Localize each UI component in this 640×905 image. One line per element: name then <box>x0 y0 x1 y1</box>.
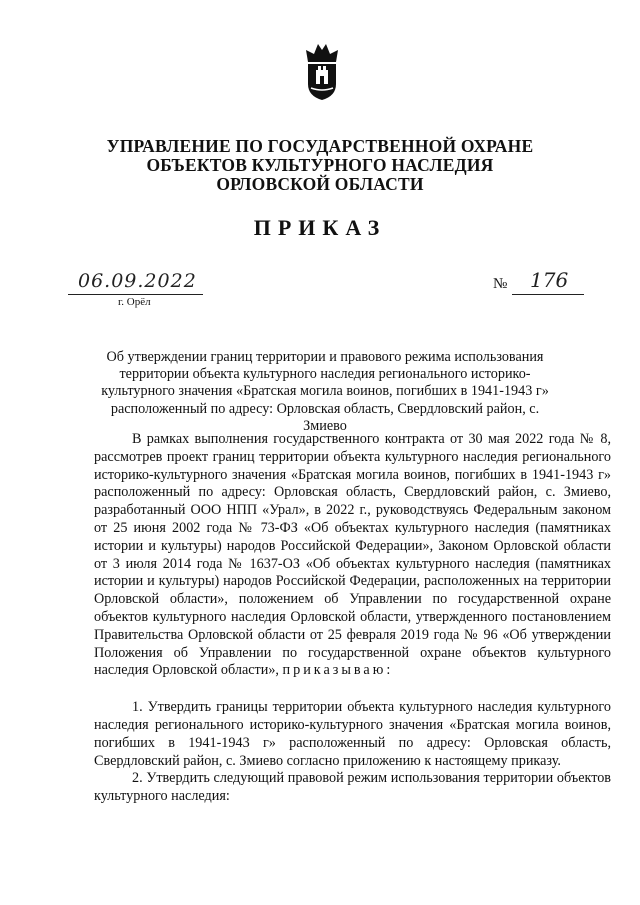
order-item-2: 2. Утвердить следующий правовой режим использования территории объектов культурного наследия: <box>94 770 611 805</box>
order-item-1: 1. Утвердить границы территории объекта культурного наследия культурного наследия регионального историко-культурного значения «Братская могила воинов, погибших в 1941-1943 г» расположенный по адресу: Орловская область, Свердловский район, с. Змиево согласно приложению к настоящему приказу. <box>94 699 611 769</box>
org-line-3: ОРЛОВСКОЙ ОБЛАСТИ <box>216 174 424 194</box>
city-label: г. Орёл <box>118 296 151 308</box>
preamble-text: В рамках выполнения государственного контракта от 30 мая 2022 года № 8, рассмотрев проект границ территории объекта культурного наследия регионального историко-культурного значения «Братская могила воинов, погибших в 1941-1943 г» расположенный по адресу: Орловская область, Свердловский район, с. Змиево, разработанный ООО НПП «Урал», в 2022 г., руководствуясь Федеральным законом от 25 июня 2002 года № 73-ФЗ «Об объектах культурного наследия (памятниках истории и культуры) народов Российской Федерации», Законом Орловской области от 3 июля 2014 года № 1637-ОЗ «Об объектах культурного наследия (памятниках истории и культуры) народов Российской Федерации, расположенных на территории Орловской области», положением об Управлении по государственной охране объектов культурного наследия Орловской области, утвержденного постановлением Правительства Орловской области от 25 февраля 2019 года № 96 «Об утверждении Положения об Управлении по государственной охране объектов культурного наследия Орловской области», <box>94 431 611 679</box>
document-body <box>94 431 611 806</box>
org-line-1: УПРАВЛЕНИЕ ПО ГОСУДАРСТВЕННОЙ ОХРАНЕ <box>106 136 534 156</box>
organization-name <box>60 137 580 194</box>
handwritten-number: 176 <box>530 268 569 292</box>
coat-of-arms-icon <box>302 40 342 102</box>
handwritten-date: 06.09.2022 <box>78 270 197 292</box>
orders-word: приказываю: <box>282 662 394 679</box>
number-label: № <box>493 276 508 292</box>
document-subject: Об утверждении границ территории и правового режима использования территории объекта культурного наследия регионального историко-культурного значения «Братская могила воинов, погибших в 1941-1943 г» расположенный по адресу: Орловская область, Свердловский район, с. Змиево <box>101 349 549 434</box>
org-line-2: ОБЪЕКТОВ КУЛЬТУРНОГО НАСЛЕДИЯ <box>146 155 494 175</box>
preamble-paragraph <box>94 431 611 680</box>
document-type: ПРИКАЗ <box>253 215 387 240</box>
